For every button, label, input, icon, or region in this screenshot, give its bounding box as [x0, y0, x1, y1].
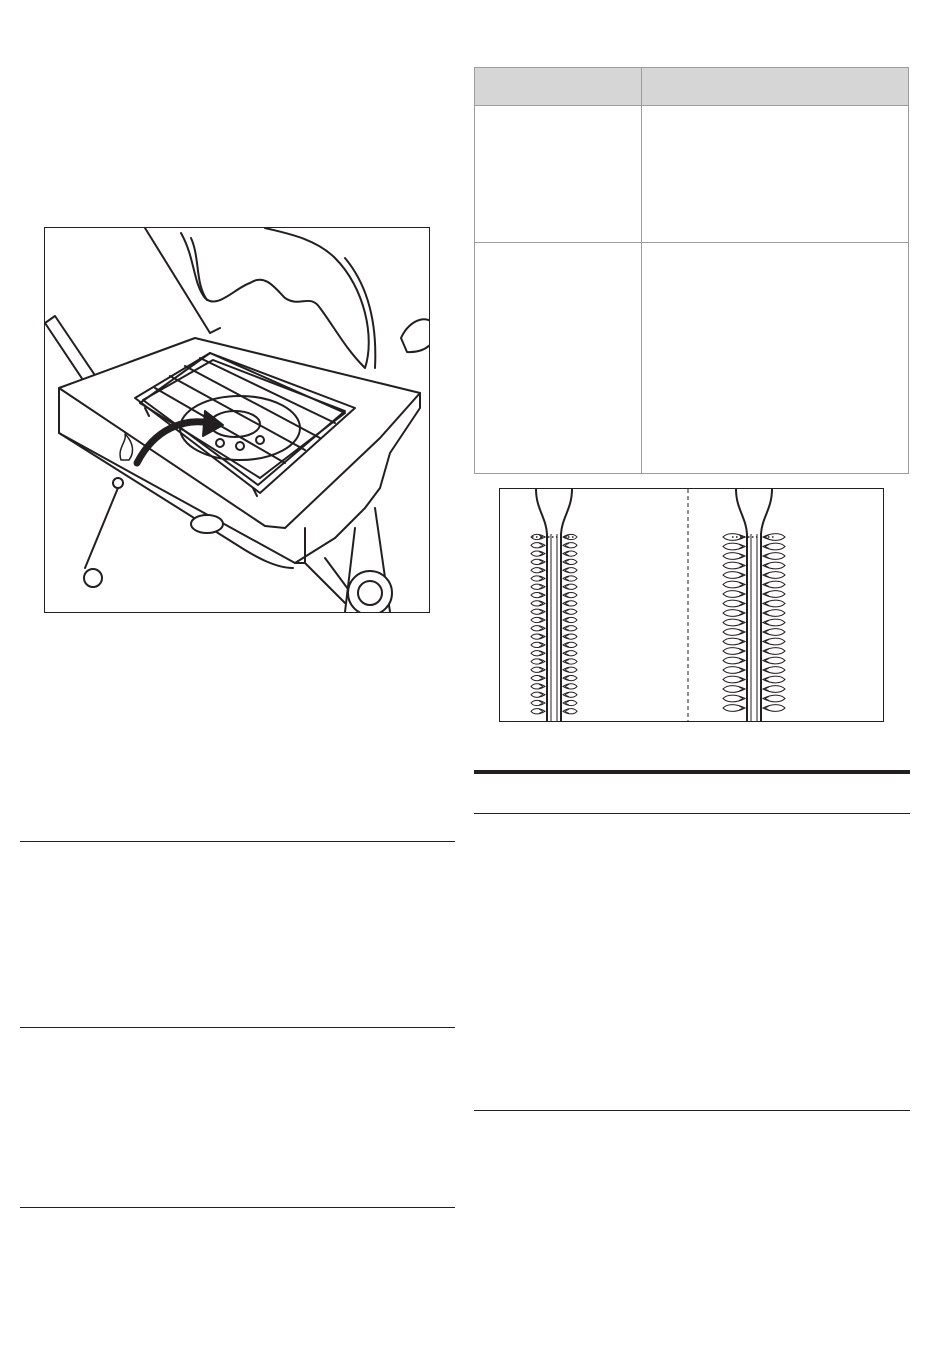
- table-cell: [475, 243, 642, 474]
- table-header-cell: [475, 68, 642, 106]
- flame-port: [763, 705, 785, 712]
- flame-port: [723, 657, 745, 664]
- flame-port: [723, 543, 745, 550]
- flame-port: [723, 667, 745, 674]
- flame-port: [763, 638, 785, 645]
- flame-port: [763, 572, 785, 579]
- flame-port: [763, 619, 785, 626]
- section-end-rule: [474, 1110, 910, 1111]
- flame-port: [763, 553, 785, 560]
- table-cell: [642, 243, 909, 474]
- section-heading-rule-thick: [474, 770, 910, 774]
- flame-port: [763, 676, 785, 683]
- flame-port: [723, 619, 745, 626]
- flame-port: [723, 581, 745, 588]
- grill-side-burner-illustration: [45, 228, 429, 612]
- table-header-row: [475, 68, 909, 106]
- flame-port: [723, 629, 745, 636]
- flame-port: [763, 686, 785, 693]
- table-row: [475, 106, 909, 243]
- flame-port: [763, 657, 785, 664]
- flame-port: [763, 610, 785, 617]
- flame-port: [723, 591, 745, 598]
- flame-port: [723, 553, 745, 560]
- flame-port: [763, 648, 785, 655]
- burner-tube-large-flames: [723, 489, 785, 721]
- flame-port: [723, 600, 745, 607]
- flame-port: [763, 543, 785, 550]
- flame-port: [723, 705, 745, 712]
- flame-port: [763, 600, 785, 607]
- table-cell: [642, 106, 909, 243]
- flame-port: [763, 534, 785, 541]
- flame-port: [723, 686, 745, 693]
- burner-flame-illustration: [500, 489, 883, 721]
- left-section-rule-2: [20, 1027, 455, 1028]
- flame-port: [763, 581, 785, 588]
- flame-port: [763, 695, 785, 702]
- troubleshooting-table: [474, 67, 909, 474]
- flame-port: [723, 534, 745, 541]
- side-burner-figure: [44, 227, 430, 613]
- flame-port: [723, 610, 745, 617]
- flame-port: [723, 676, 745, 683]
- flame-port: [723, 648, 745, 655]
- flame-port: [763, 667, 785, 674]
- flame-port: [763, 591, 785, 598]
- left-section-rule-3: [20, 1207, 455, 1208]
- flame-port: [723, 562, 745, 569]
- table-header-cell: [642, 68, 909, 106]
- section-heading-rule-thin: [474, 813, 910, 814]
- flame-port: [723, 695, 745, 702]
- table-row: [475, 243, 909, 474]
- burner-tube-small-flames: [531, 489, 577, 721]
- burner-flame-figure: [499, 488, 884, 722]
- left-section-rule-1: [20, 841, 455, 842]
- flame-port: [763, 562, 785, 569]
- flame-port: [723, 572, 745, 579]
- flame-port: [763, 629, 785, 636]
- flame-port: [723, 638, 745, 645]
- table-cell: [475, 106, 642, 243]
